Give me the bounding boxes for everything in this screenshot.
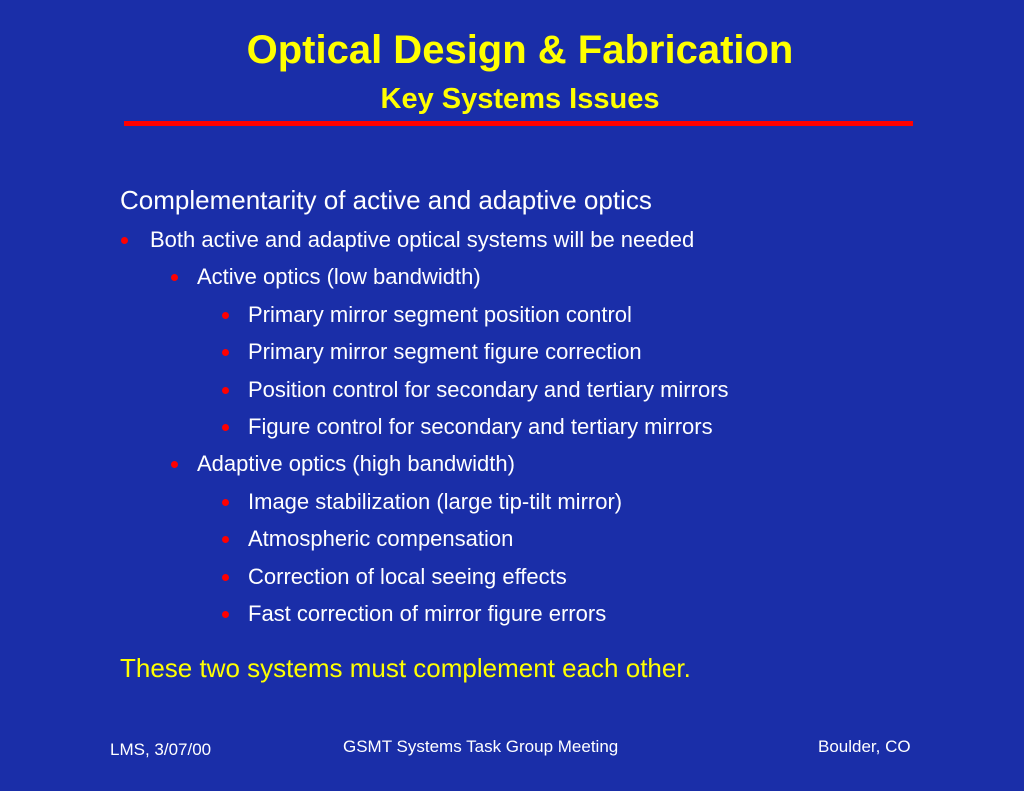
bullet-text: Primary mirror segment figure correction	[248, 339, 642, 364]
title-divider	[124, 121, 913, 126]
bullet-dot-icon	[222, 611, 229, 618]
slide-subtitle: Key Systems Issues	[380, 83, 660, 115]
bullet-dot-icon	[222, 536, 229, 543]
bullet-dot-icon	[171, 274, 178, 281]
bullet-dot-icon	[222, 387, 229, 394]
slide-title: Optical Design & Fabrication	[246, 28, 794, 72]
bullet-dot-icon	[171, 461, 178, 468]
bullet-text: Correction of local seeing effects	[248, 564, 567, 589]
footer-author-date: LMS, 3/07/00	[110, 740, 212, 759]
section-heading: Complementarity of active and adaptive optics	[120, 185, 652, 215]
bullet-text: Both active and adaptive optical systems will be needed	[150, 227, 695, 252]
bullet-text: Atmospheric compensation	[248, 526, 514, 551]
bullet-text: Adaptive optics (high bandwidth)	[197, 451, 515, 476]
bullet-dot-icon	[121, 237, 128, 244]
bullet-dot-icon	[222, 574, 229, 581]
bullet-dot-icon	[222, 312, 229, 319]
bullet-dot-icon	[222, 499, 229, 506]
bullet-text: Active optics (low bandwidth)	[197, 264, 481, 289]
bullet-dot-icon	[222, 349, 229, 356]
footer-location: Boulder, CO	[818, 737, 911, 756]
bullet-text: Figure control for secondary and tertiary mirrors	[248, 414, 713, 439]
bullet-text: Image stabilization (large tip-tilt mirror)	[248, 489, 623, 514]
bullet-text: Primary mirror segment position control	[248, 302, 632, 327]
bullet-dot-icon	[222, 424, 229, 431]
bullet-text: Position control for secondary and tertiary mirrors	[248, 377, 729, 402]
footer-meeting: GSMT Systems Task Group Meeting	[343, 737, 619, 756]
closing-statement: These two systems must complement each other.	[120, 653, 691, 683]
bullet-text: Fast correction of mirror figure errors	[248, 601, 607, 626]
